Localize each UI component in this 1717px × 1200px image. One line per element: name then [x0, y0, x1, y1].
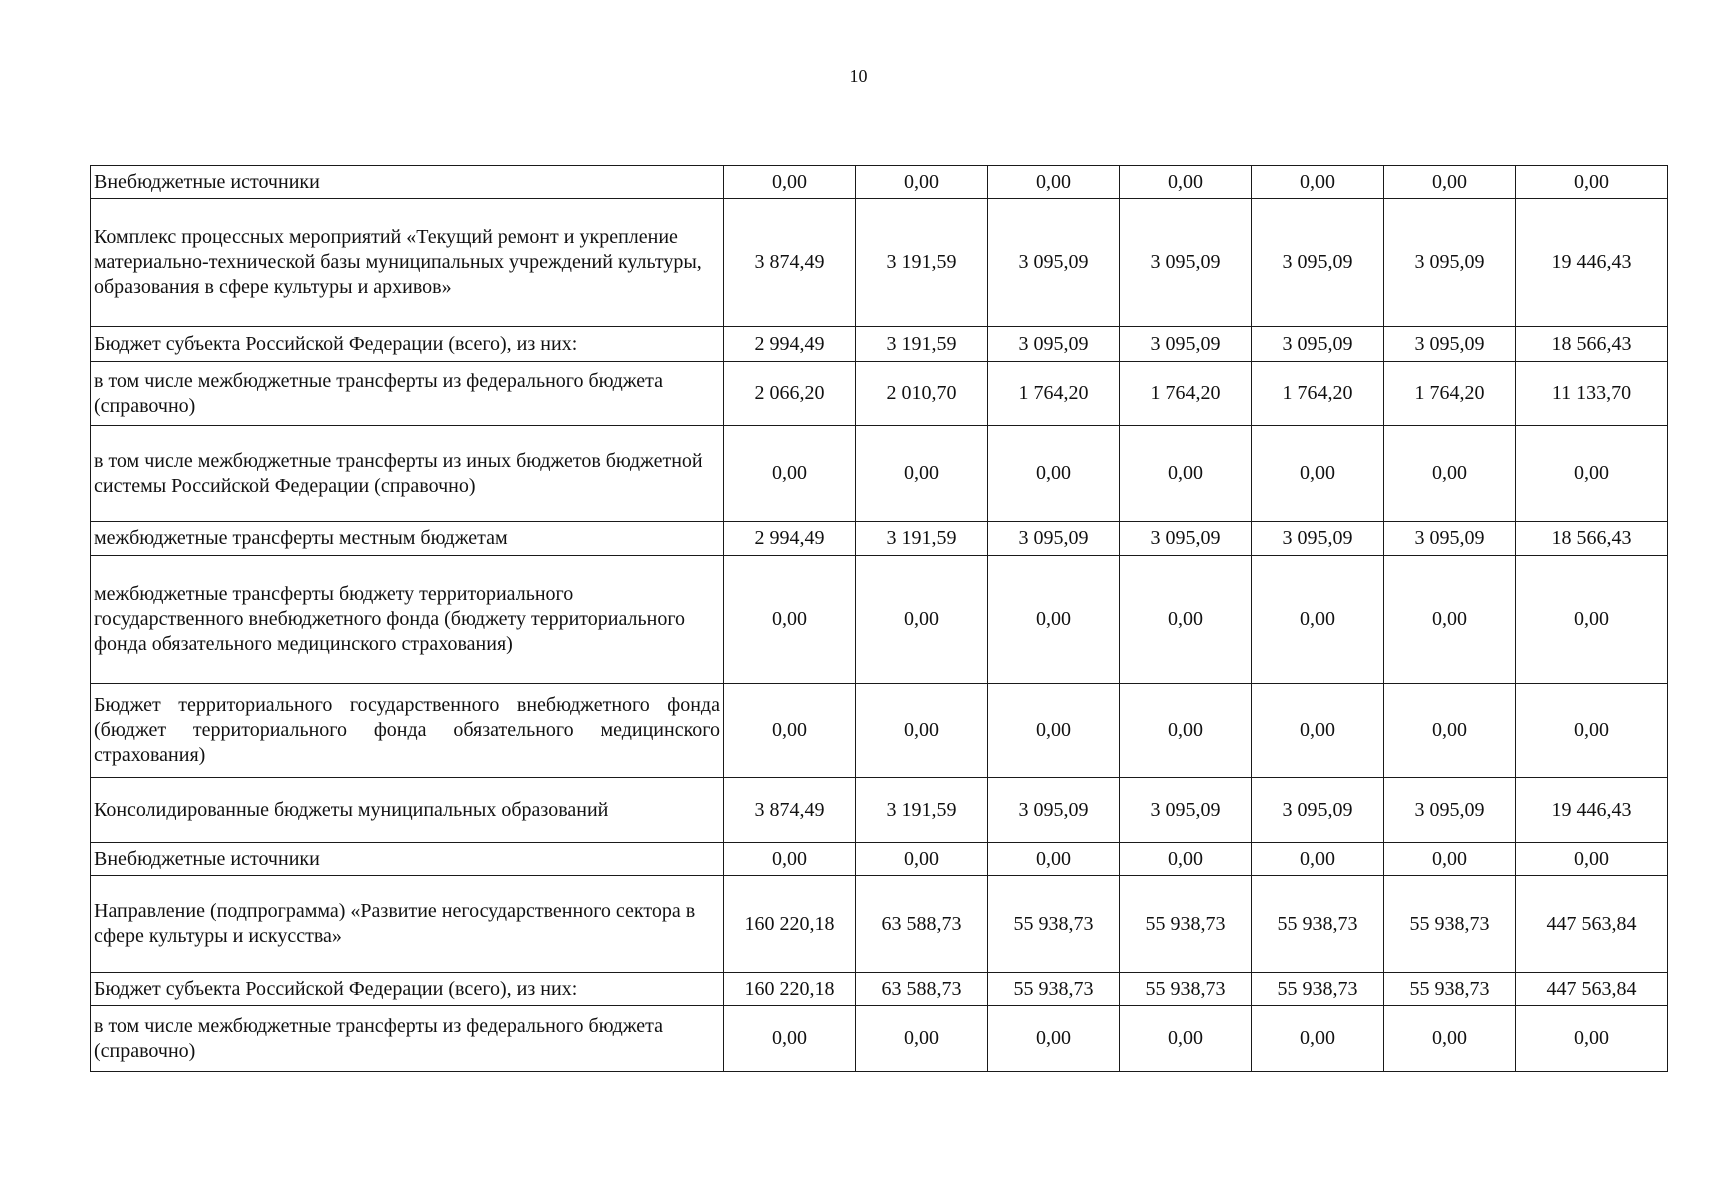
value-cell: 3 095,09: [1384, 327, 1516, 362]
value-cell: 3 874,49: [724, 778, 856, 843]
value-cell: 1 764,20: [1120, 362, 1252, 426]
value-cell: 0,00: [1516, 166, 1668, 199]
value-cell: 19 446,43: [1516, 778, 1668, 843]
row-label: Бюджет субъекта Российской Федерации (всего), из них:: [91, 973, 724, 1006]
value-cell: 0,00: [1516, 843, 1668, 876]
value-cell: 18 566,43: [1516, 327, 1668, 362]
value-cell: 0,00: [856, 843, 988, 876]
value-cell: 447 563,84: [1516, 876, 1668, 973]
value-cell: 0,00: [724, 556, 856, 684]
value-cell: 0,00: [1120, 843, 1252, 876]
value-cell: 1 764,20: [1384, 362, 1516, 426]
value-cell: 3 095,09: [1384, 199, 1516, 327]
value-cell: 0,00: [1384, 684, 1516, 778]
value-cell: 3 095,09: [1252, 327, 1384, 362]
value-cell: 0,00: [1516, 1006, 1668, 1072]
value-cell: 3 874,49: [724, 199, 856, 327]
value-cell: 0,00: [988, 684, 1120, 778]
table-row: [91, 327, 1668, 362]
value-cell: 55 938,73: [1384, 876, 1516, 973]
table-row: [91, 876, 1668, 973]
value-cell: 0,00: [988, 1006, 1120, 1072]
value-cell: 55 938,73: [1384, 973, 1516, 1006]
budget-table: [90, 165, 1668, 1072]
table-row: [91, 973, 1668, 1006]
value-cell: 0,00: [1384, 166, 1516, 199]
value-cell: 3 191,59: [856, 199, 988, 327]
value-cell: 0,00: [724, 166, 856, 199]
value-cell: 3 095,09: [1120, 199, 1252, 327]
value-cell: 3 095,09: [1384, 778, 1516, 843]
value-cell: 55 938,73: [988, 973, 1120, 1006]
value-cell: 1 764,20: [1252, 362, 1384, 426]
value-cell: 3 095,09: [1252, 522, 1384, 556]
table-row: [91, 1006, 1668, 1072]
value-cell: 0,00: [856, 426, 988, 522]
table-row: [91, 684, 1668, 778]
value-cell: 0,00: [856, 166, 988, 199]
value-cell: 0,00: [1252, 684, 1384, 778]
value-cell: 2 010,70: [856, 362, 988, 426]
row-label: Внебюджетные источники: [91, 843, 724, 876]
row-label: Бюджет субъекта Российской Федерации (всего), из них:: [91, 327, 724, 362]
value-cell: 3 095,09: [988, 522, 1120, 556]
value-cell: 3 191,59: [856, 778, 988, 843]
value-cell: 2 994,49: [724, 327, 856, 362]
row-label: Комплекс процессных мероприятий «Текущий ремонт и укрепление материально-технической базы муниципальных учреждений культуры, образования в сфере культуры и архивов»: [91, 199, 724, 327]
row-label: межбюджетные трансферты местным бюджетам: [91, 522, 724, 556]
value-cell: 0,00: [1120, 684, 1252, 778]
value-cell: 3 095,09: [988, 778, 1120, 843]
value-cell: 0,00: [1120, 166, 1252, 199]
value-cell: 0,00: [1252, 556, 1384, 684]
value-cell: 3 095,09: [988, 327, 1120, 362]
value-cell: 3 095,09: [1252, 199, 1384, 327]
value-cell: 0,00: [1252, 166, 1384, 199]
row-label: Консолидированные бюджеты муниципальных образований: [91, 778, 724, 843]
table-row: [91, 426, 1668, 522]
value-cell: 0,00: [1516, 426, 1668, 522]
row-label: в том числе межбюджетные трансферты из федерального бюджета (справочно): [91, 362, 724, 426]
value-cell: 11 133,70: [1516, 362, 1668, 426]
value-cell: 2 994,49: [724, 522, 856, 556]
value-cell: 0,00: [1252, 1006, 1384, 1072]
value-cell: 55 938,73: [1120, 876, 1252, 973]
value-cell: 0,00: [1384, 426, 1516, 522]
value-cell: 447 563,84: [1516, 973, 1668, 1006]
value-cell: 55 938,73: [1120, 973, 1252, 1006]
value-cell: 0,00: [1120, 556, 1252, 684]
value-cell: 3 095,09: [1120, 327, 1252, 362]
value-cell: 19 446,43: [1516, 199, 1668, 327]
value-cell: 1 764,20: [988, 362, 1120, 426]
value-cell: 0,00: [1252, 843, 1384, 876]
value-cell: 55 938,73: [1252, 973, 1384, 1006]
value-cell: 0,00: [1252, 426, 1384, 522]
value-cell: 0,00: [1516, 684, 1668, 778]
value-cell: 18 566,43: [1516, 522, 1668, 556]
value-cell: 0,00: [856, 1006, 988, 1072]
value-cell: 0,00: [1384, 556, 1516, 684]
value-cell: 3 095,09: [1120, 778, 1252, 843]
value-cell: 0,00: [988, 843, 1120, 876]
value-cell: 0,00: [724, 426, 856, 522]
table-row: [91, 199, 1668, 327]
row-label: в том числе межбюджетные трансферты из федерального бюджета (справочно): [91, 1006, 724, 1072]
row-label: Направление (подпрограмма) «Развитие негосударственного сектора в сфере культуры и искусства»: [91, 876, 724, 973]
value-cell: 3 191,59: [856, 522, 988, 556]
value-cell: 3 095,09: [1252, 778, 1384, 843]
value-cell: 3 095,09: [1120, 522, 1252, 556]
row-label: Бюджет территориального государственного внебюджетного фонда (бюджет территориального фонда обязательного медицинского страхования): [91, 684, 724, 778]
value-cell: 160 220,18: [724, 973, 856, 1006]
value-cell: 0,00: [856, 556, 988, 684]
value-cell: 63 588,73: [856, 876, 988, 973]
row-label: Внебюджетные источники: [91, 166, 724, 199]
value-cell: 55 938,73: [1252, 876, 1384, 973]
value-cell: 0,00: [1516, 556, 1668, 684]
value-cell: 2 066,20: [724, 362, 856, 426]
value-cell: 0,00: [988, 556, 1120, 684]
value-cell: 0,00: [856, 684, 988, 778]
value-cell: 0,00: [1120, 426, 1252, 522]
value-cell: 0,00: [988, 426, 1120, 522]
value-cell: 0,00: [1384, 843, 1516, 876]
row-label: межбюджетные трансферты бюджету территориального государственного внебюджетного фонда (бюджету территориального фонда обязательного медицинского страхования): [91, 556, 724, 684]
page-number: 10: [849, 66, 868, 86]
value-cell: 3 191,59: [856, 327, 988, 362]
value-cell: 0,00: [724, 1006, 856, 1072]
value-cell: 55 938,73: [988, 876, 1120, 973]
value-cell: 0,00: [724, 843, 856, 876]
table-row: [91, 522, 1668, 556]
value-cell: 3 095,09: [1384, 522, 1516, 556]
table-row: [91, 556, 1668, 684]
table-row: [91, 166, 1668, 199]
table-row: [91, 843, 1668, 876]
value-cell: 160 220,18: [724, 876, 856, 973]
value-cell: 3 095,09: [988, 199, 1120, 327]
value-cell: 0,00: [988, 166, 1120, 199]
value-cell: 63 588,73: [856, 973, 988, 1006]
value-cell: 0,00: [1120, 1006, 1252, 1072]
value-cell: 0,00: [724, 684, 856, 778]
table-row: [91, 778, 1668, 843]
value-cell: 0,00: [1384, 1006, 1516, 1072]
row-label: в том числе межбюджетные трансферты из иных бюджетов бюджетной системы Российской Федерации (справочно): [91, 426, 724, 522]
table-row: [91, 362, 1668, 426]
